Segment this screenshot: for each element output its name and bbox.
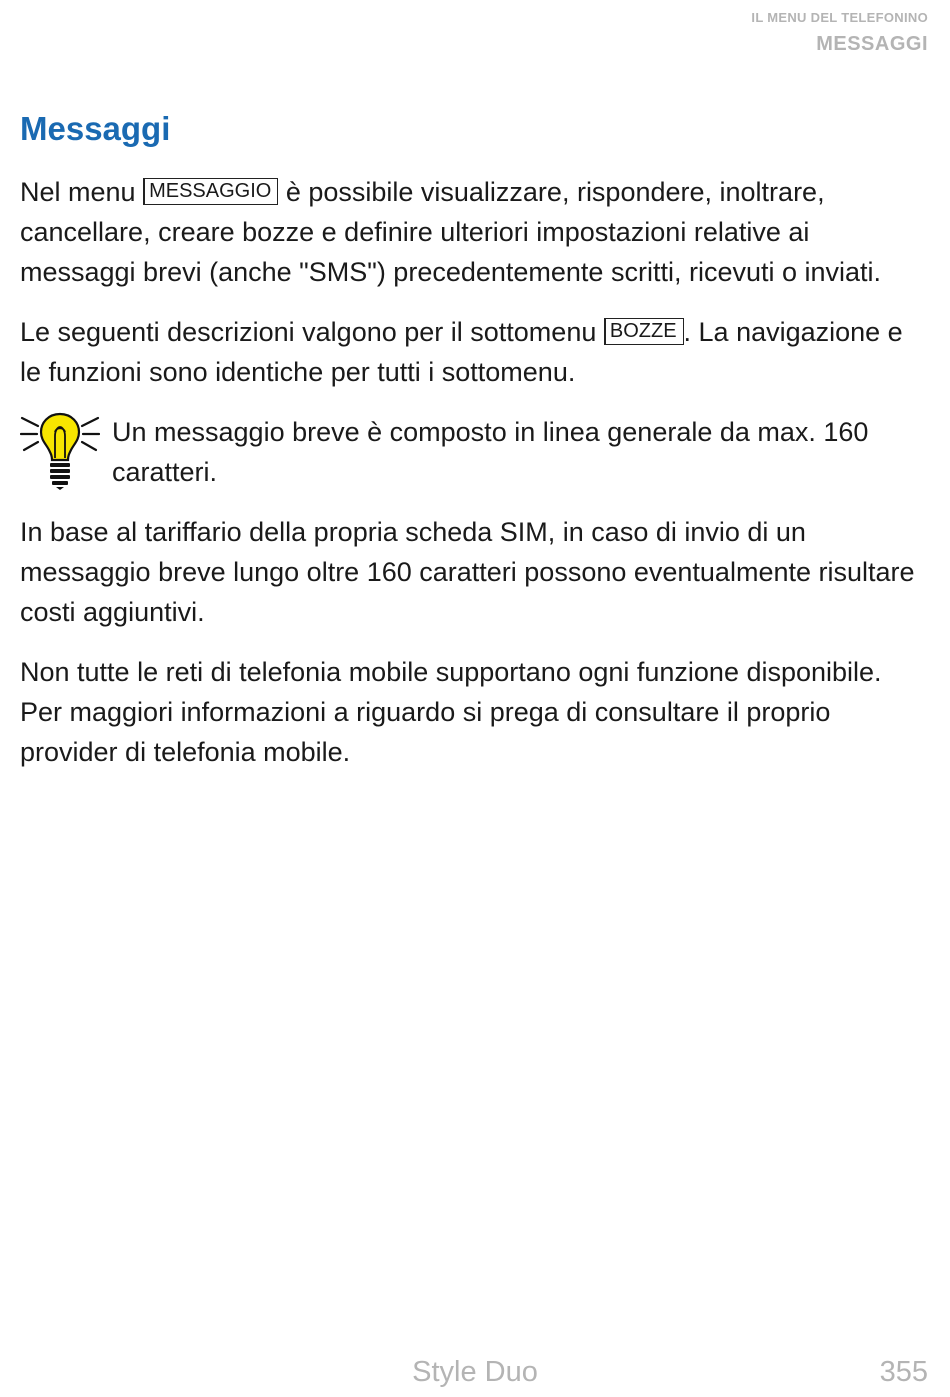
footer-page-number: 355 — [879, 1356, 928, 1388]
page-content — [20, 172, 920, 792]
menu-key-messaggio: MESSAGGIO — [143, 178, 278, 205]
paragraph-intro — [20, 172, 920, 292]
header-section: IL MENU DEL TELEFONINO — [751, 10, 928, 25]
page-title: Messaggi — [20, 110, 171, 147]
paragraph-networks: Non tutte le reti di telefonia mobile supportano ogni funzione disponibile. Per maggiori informazioni a riguardo si prega di consultare il proprio provider di telefonia mobile. — [20, 657, 882, 767]
paragraph-submenu-after: . La navigazione e le funzioni sono identiche per tutti i sottomenu. — [20, 317, 903, 387]
running-header — [751, 10, 928, 57]
paragraph-submenu — [20, 312, 920, 392]
header-subsection: MESSAGGI — [816, 33, 928, 56]
lightbulb-icon — [20, 410, 100, 490]
tip-note — [20, 412, 920, 492]
tip-text: Un messaggio breve è composto in linea generale da max. 160 caratteri. — [112, 417, 869, 487]
menu-key-bozze: BOZZE — [604, 318, 684, 345]
paragraph-intro-after: è possibile visualizzare, rispondere, inoltrare, cancellare, creare bozze e definire ulteriori impostazioni relative ai messaggi brevi (anche "SMS") precedentemente scritti, ricevuti o inviati. — [20, 177, 882, 287]
footer-product-name: Style Duo — [412, 1356, 538, 1388]
paragraph-costs: In base al tariffario della propria scheda SIM, in caso di invio di un messaggio breve lungo oltre 160 caratteri possono eventualmente risultare costi aggiuntivi. — [20, 517, 915, 627]
paragraph-intro-before: Nel menu — [20, 177, 144, 207]
paragraph-submenu-before: Le seguenti descrizioni valgono per il sottomenu — [20, 317, 604, 347]
